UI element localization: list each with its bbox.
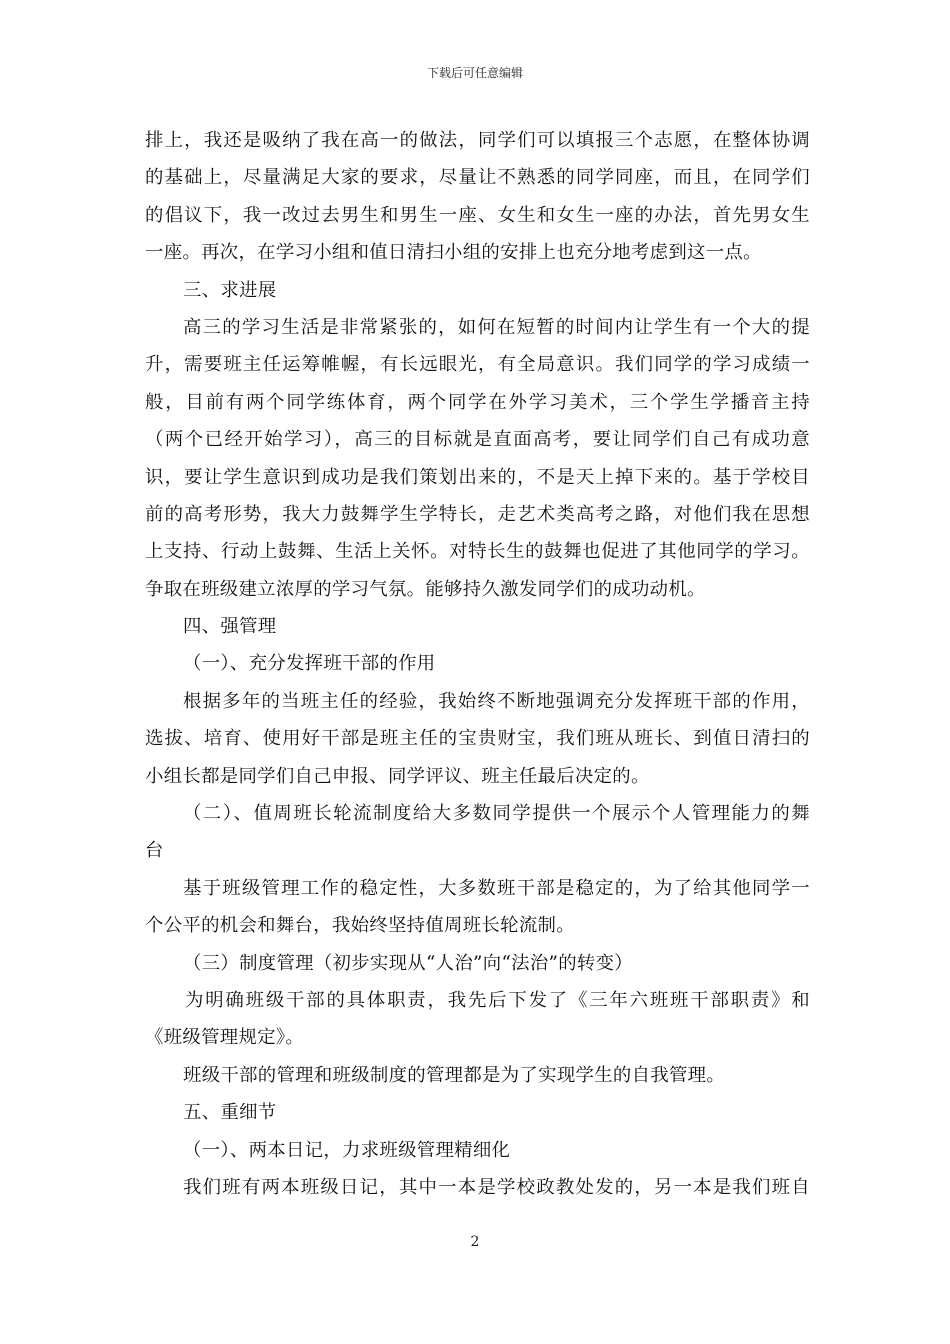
text-line: 我们班有两本班级日记，其中一本是学校政教处发的，另一本是我们班自 (183, 1176, 810, 1198)
text-line: 班级干部的管理和班级制度的管理都是为了实现学生的自我管理。 (183, 1064, 726, 1086)
page-number: 2 (470, 1234, 480, 1250)
subsection-heading-continued: 台 (145, 840, 164, 862)
text-line: 的基础上，尽量满足大家的要求，尽量让不熟悉的同学同座，而且，在同学们 (145, 167, 810, 189)
subsection-heading: （二）、值周班长轮流制度给大多数同学提供一个展示个人管理能力的舞 (183, 803, 810, 825)
section-heading: 三、求进展 (183, 279, 277, 301)
text-line: 前的高考形势，我大力鼓舞学生学特长，走艺术类高考之路，对他们我在思想 (145, 503, 810, 525)
section-heading: 五、重细节 (183, 1102, 277, 1124)
page-header: 下载后可任意编辑 (426, 66, 523, 80)
body-text (145, 122, 810, 1206)
text-line: 高三的学习生活是非常紧张的，如何在短暂的时间内让学生有一个大的提 (183, 316, 810, 338)
text-line: 为明确班级干部的具体职责，我先后下发了《三年六班班干部职责》和 (185, 989, 810, 1011)
text-line: （两个已经开始学习），高三的目标就是直面高考，要让同学们自己有成功意 (145, 429, 810, 451)
text-line: 个公平的机会和舞台，我始终坚持值周班长轮流制。 (145, 915, 575, 937)
subsection-heading: （一）、充分发挥班干部的作用 (183, 653, 436, 675)
subsection-heading: （三）制度管理（初步实现从“人治”向“法治”的转变） (183, 952, 634, 974)
text-line: 选拔、培育、使用好干部是班主任的宝贵财宝，我们班从班长、到值日清扫的 (145, 728, 810, 750)
text-line: 的倡议下，我一改过去男生和男生一座、女生和女生一座的办法，首先男女生 (145, 204, 810, 226)
text-line: 《班级管理规定》。 (145, 1027, 305, 1049)
text-line: 般，目前有两个同学练体育，两个同学在外学习美术，三个学生学播音主持 (145, 391, 810, 413)
text-line: 争取在班级建立浓厚的学习气氛。能够持久激发同学们的成功动机。 (145, 578, 706, 600)
subsection-heading: （一）、两本日记，力求班级管理精细化 (183, 1139, 511, 1161)
text-line: 基于班级管理工作的稳定性，大多数班干部是稳定的，为了给其他同学一 (183, 877, 810, 899)
text-line: 升，需要班主任运筹帷幄，有长远眼光，有全局意识。我们同学的学习成绩一 (145, 354, 810, 376)
text-line: 识，要让学生意识到成功是我们策划出来的，不是天上掉下来的。基于学校目 (145, 466, 810, 488)
section-heading: 四、强管理 (183, 616, 277, 638)
text-line: 小组长都是同学们自己申报、同学评议、班主任最后决定的。 (145, 765, 650, 787)
text-line: 排上，我还是吸纳了我在高一的做法，同学们可以填报三个志愿，在整体协调 (145, 130, 810, 151)
text-line: 一座。再次，在学习小组和值日清扫小组的安排上也充分地考虑到这一点。 (145, 242, 762, 264)
text-line: 上支持、行动上鼓舞、生活上关怀。对特长生的鼓舞也促进了其他同学的学习。 (145, 541, 810, 563)
text-line: 根据多年的当班主任的经验，我始终不断地强调充分发挥班干部的作用， (183, 690, 810, 712)
